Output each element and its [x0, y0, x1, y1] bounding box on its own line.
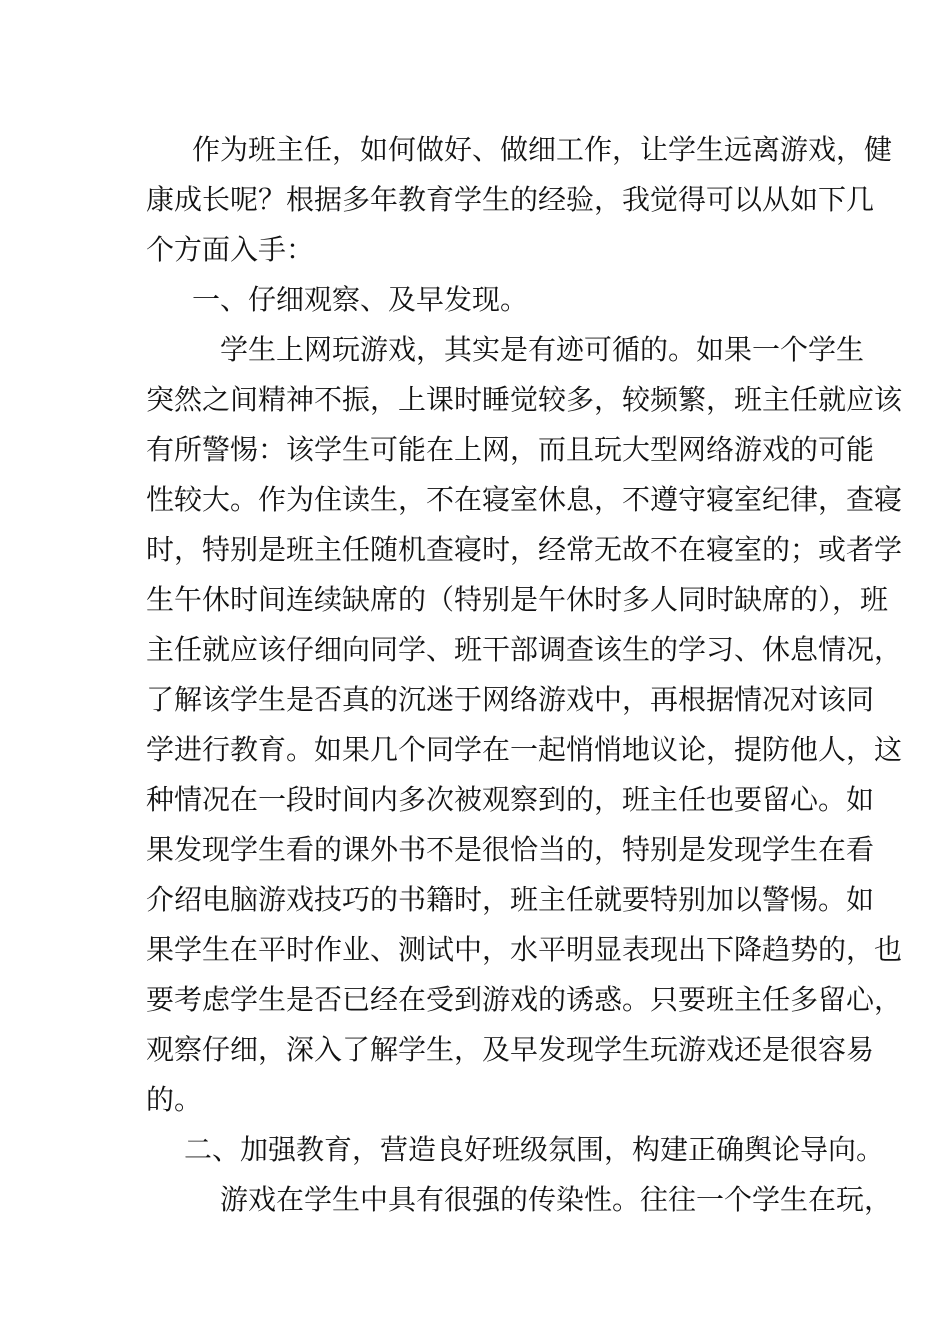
paragraph-line: 作为班主任，如何做好、做细工作，让学生远离游戏，健: [192, 133, 893, 166]
section-heading: 一、仔细观察、及早发现。: [192, 283, 529, 316]
paragraph-line: 主任就应该仔细向同学、班干部调查该生的学习、休息情况，: [146, 633, 903, 666]
paragraph-line: 时，特别是班主任随机查寝时，经常无故不在寝室的；或者学: [146, 533, 903, 566]
paragraph-line: 康成长呢？根据多年教育学生的经验，我觉得可以从如下几: [146, 183, 875, 216]
paragraph-line: 个方面入手：: [146, 233, 315, 266]
paragraph-line: 生午休时间连续缺席的（特别是午休时多人同时缺席的），班: [146, 583, 889, 616]
paragraph-line: 介绍电脑游戏技巧的书籍时，班主任就要特别加以警惕。如: [146, 883, 875, 916]
paragraph-line: 观察仔细，深入了解学生，及早发现学生玩游戏还是很容易: [146, 1033, 875, 1066]
paragraph-line: 要考虑学生是否已经在受到游戏的诱惑。只要班主任多留心，: [146, 983, 903, 1016]
paragraph-line: 了解该学生是否真的沉迷于网络游戏中，再根据情况对该同: [146, 683, 875, 716]
paragraph-line: 的。: [146, 1083, 203, 1116]
paragraph-line: 有所警惕：该学生可能在上网，而且玩大型网络游戏的可能: [146, 433, 875, 466]
paragraph-line: 果学生在平时作业、测试中，水平明显表现出下降趋势的，也: [146, 933, 903, 966]
paragraph-line: 种情况在一段时间内多次被观察到的，班主任也要留心。如: [146, 783, 875, 816]
paragraph-line: 学生上网玩游戏，其实是有迹可循的。如果一个学生: [220, 333, 865, 366]
paragraph-line: 果发现学生看的课外书不是很恰当的，特别是发现学生在看: [146, 833, 875, 866]
paragraph-line: 性较大。作为住读生，不在寝室休息，不遵守寝室纪律，查寝: [146, 483, 903, 516]
paragraph-line: 游戏在学生中具有很强的传染性。往往一个学生在玩，: [220, 1183, 893, 1216]
section-heading: 二、加强教育，营造良好班级氛围，构建正确舆论导向。: [184, 1133, 885, 1166]
paragraph-line: 学进行教育。如果几个同学在一起悄悄地议论，提防他人，这: [146, 733, 903, 766]
paragraph-line: 突然之间精神不振，上课时睡觉较多，较频繁，班主任就应该: [146, 383, 903, 416]
